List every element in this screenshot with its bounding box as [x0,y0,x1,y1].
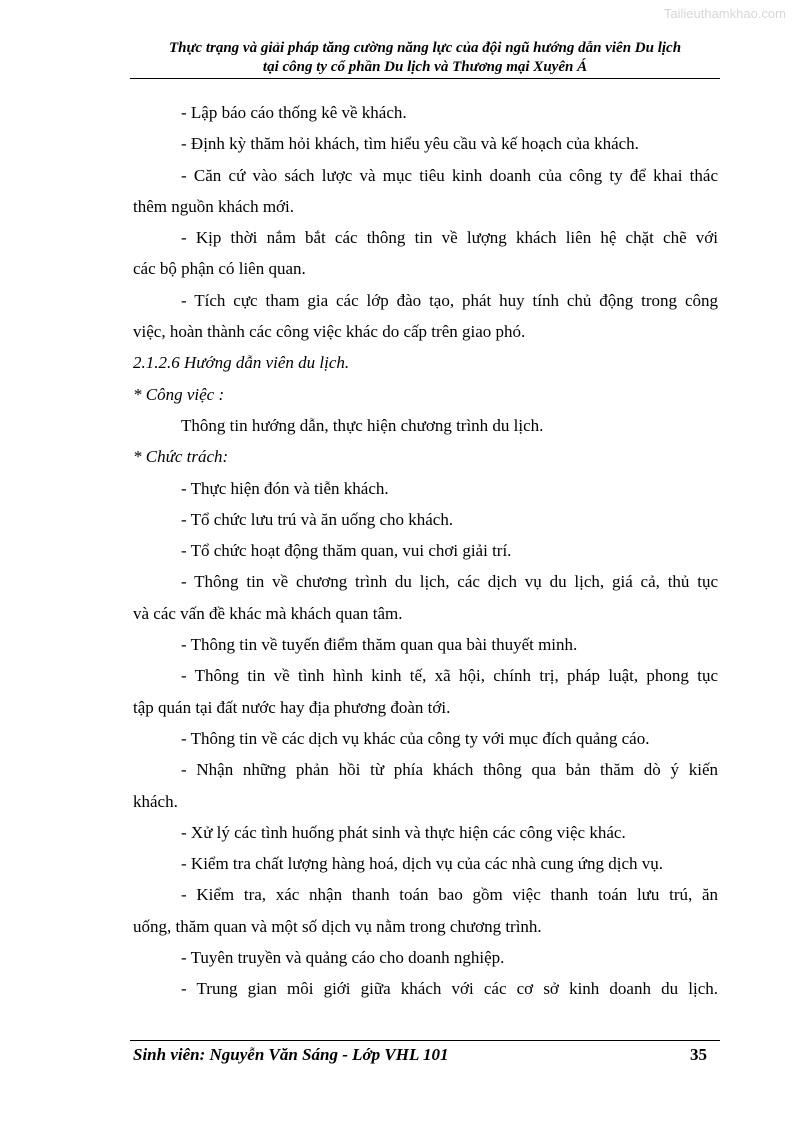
subheading-chuc-trach: * Chức trách: [133,447,229,467]
text-line: - Thông tin về các dịch vụ khác của công ty với mục đích quảng cáo. [181,728,650,748]
subheading-cong-viec: * Công việc : [133,384,225,404]
text-line: - Tích cực tham gia các lớp đào tạo, phát huy tính chủ động trong công [181,290,718,310]
header-divider [130,78,720,79]
watermark: Tailieuthamkhao.com [663,6,786,21]
text-line: - Lập báo cáo thống kê về khách. [181,103,407,122]
text-line: uống, thăm quan và một số dịch vụ nằm trong chương trình. [133,916,542,936]
text-line: khách. [133,791,178,811]
text-line: và các vấn đề khác mà khách quan tâm. [133,603,403,623]
text-line: - Nhận những phản hồi từ phía khách thông qua bản thăm dò ý kiến [181,760,718,780]
text-line: các bộ phận có liên quan. [133,259,306,279]
page-header [130,39,720,77]
text-line: - Kiểm tra, xác nhận thanh toán bao gồm việc thanh toán lưu trú, ăn [181,885,718,905]
text-line: - Thông tin về chương trình du lịch, các dịch vụ du lịch, giá cả, thủ tục [181,572,718,592]
text-line: - Thông tin về tình hình kinh tế, xã hội, chính trị, pháp luật, phong tục [181,666,718,686]
text-line: tập quán tại đất nước hay địa phương đoàn tới. [133,697,451,717]
section-heading: 2.1.2.6 Hướng dẫn viên du lịch. [133,353,350,373]
header-line-1: Thực trạng và giải pháp tăng cường năng lực của đội ngũ hướng dẫn viên Du lịch [168,40,682,56]
document-body [133,97,718,1005]
text-line: - Tổ chức hoạt động thăm quan, vui chơi giải trí. [181,541,512,561]
header-line-2: tại công ty cổ phần Du lịch và Thương mại Xuyên Á [262,59,588,75]
footer-student: Sinh viên: Nguyễn Văn Sáng - Lớp VHL 101 [133,1045,449,1064]
page-number: 35 [690,1045,707,1064]
text-line: - Kịp thời nắm bắt các thông tin về lượng khách liên hệ chặt chẽ với [181,228,718,248]
text-line: - Kiểm tra chất lượng hàng hoá, dịch vụ của các nhà cung ứng dịch vụ. [181,854,664,874]
text-line: - Tổ chức lưu trú và ăn uống cho khách. [181,509,454,529]
text-line: - Trung gian môi giới giữa khách với các cơ sở kinh doanh du lịch. [181,979,718,999]
text-line: - Căn cứ vào sách lược và mục tiêu kinh doanh của công ty để khai thác [181,165,718,185]
text-line: thêm nguồn khách mới. [133,196,295,216]
text-line: - Định kỳ thăm hỏi khách, tìm hiểu yêu cầu và kế hoạch của khách. [181,134,639,154]
text-line: việc, hoàn thành các công việc khác do cấp trên giao phó. [133,322,526,342]
footer-divider [130,1040,720,1041]
text-line: - Tuyên truyền và quảng cáo cho doanh nghiệp. [181,948,505,968]
text-line: - Thực hiện đón và tiễn khách. [181,478,389,498]
text-line: Thông tin hướng dẫn, thực hiện chương trình du lịch. [181,415,544,435]
text-line: - Xử lý các tình huống phát sinh và thực hiện các công việc khác. [181,822,626,842]
text-line: - Thông tin về tuyến điểm thăm quan qua bài thuyết minh. [181,635,578,655]
